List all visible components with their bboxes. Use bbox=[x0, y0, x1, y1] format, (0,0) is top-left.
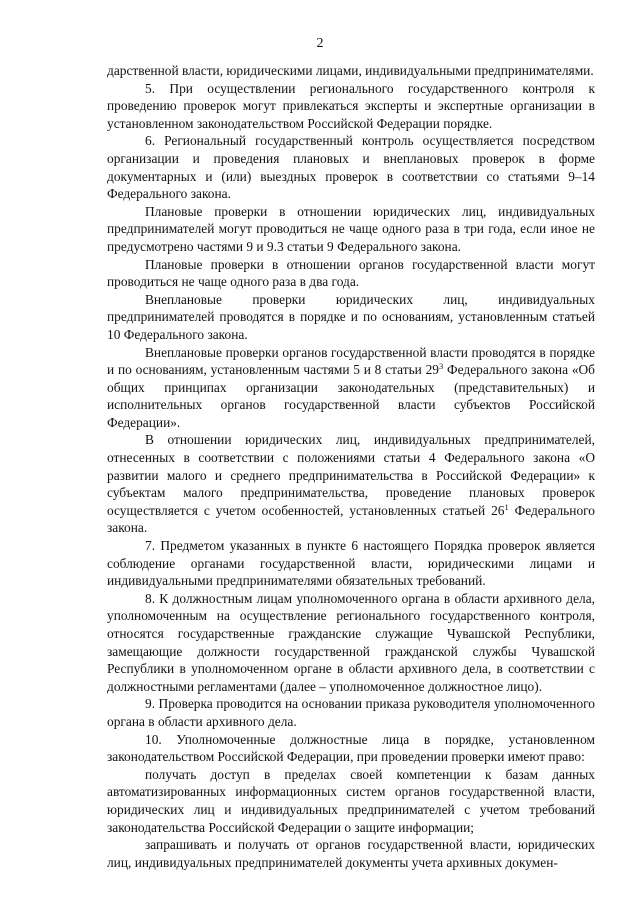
paragraph-item-5: 5. При осуществлении регионального государственного контроля к проведению проверок могут привлекаться эксперты и экспертные организации в установленном законодательством Российской Федерации порядке. bbox=[107, 80, 595, 131]
paragraph-right-database-access: получать доступ в пределах своей компетенции к базам данных автоматизированных информационных систем органов государственной власти, юридических лиц и индивидуальных предпринимателей с учетом требований законодательства Российской Федерации о защите информации; bbox=[107, 766, 595, 835]
paragraph-unplanned-checks-legal-entities: Внеплановые проверки юридических лиц, индивидуальных предпринимателей проводятся в порядке и по основаниям, установленным статьей 10 Федерального закона. bbox=[107, 291, 595, 342]
page-number: 2 bbox=[316, 36, 324, 51]
paragraph-text: Внеплановые проверки органов государственной власти проводятся в порядке и по основаниям, установленным частями 5 и 8 статьи 29 bbox=[107, 344, 595, 378]
paragraph-small-business bbox=[107, 431, 595, 537]
paragraph-unplanned-checks-government bbox=[107, 344, 595, 432]
paragraph-item-6: 6. Региональный государственный контроль осуществляется посредством организации и проведения плановых и внеплановых проверок в форме документарных и (или) выездных проверок в соответствии со статьями 9–14 Федерального закона. bbox=[107, 133, 595, 202]
superscript: 1 bbox=[504, 501, 509, 512]
paragraph-item-10: 10. Уполномоченные должностные лица в порядке, установленном законодательством Российской Федерации, при проведении проверки имеют право: bbox=[107, 731, 595, 765]
paragraph-item-8: 8. К должностным лицам уполномоченного органа в области архивного дела, уполномоченным на осуществление регионального государственного контроля, относятся государственные гражданские служащие Чувашской Республики, замещающие должности государственной гражданской службы Чувашской Республики в уполномоченном органе в области архивного дела, в соответствии с должностными регламентами (далее – уполномоченное должностное лицо). bbox=[107, 590, 595, 694]
paragraph-text: В отношении юридических лиц, индивидуальных предпринимателей, отнесенных в соответствии с положениями статьи 4 Федерального закона «О развитии малого и среднего предпринимательства в Российской Федерации» к субъектам малого предпринимательства, проведение плановых проверок осуществляется с учетом особенностей, установленных статьей 26 bbox=[107, 432, 595, 518]
document-body bbox=[107, 62, 595, 871]
paragraph-item-7: 7. Предметом указанных в пункте 6 настоящего Порядка проверок является соблюдение органами государственной власти, юридическими лицами и индивидуальными предпринимателями обязательных требований. bbox=[107, 538, 595, 589]
paragraph-continuation: дарственной власти, юридическими лицами, индивидуальными предпринимателями. bbox=[107, 63, 594, 78]
paragraph-planned-checks-legal-entities: Плановые проверки в отношении юридических лиц, индивидуальных предпринимателей могут проводиться не чаще одного раза в три года, если иное не предусмотрено частями 9 и 9.3 статьи 9 Федерального закона. bbox=[107, 203, 595, 254]
paragraph-text: Федерального закона «Об общих принципах организации законодательных (представительных) и исполнительных органов государственной власти субъектов Российской Федерации». bbox=[107, 362, 595, 430]
paragraph-planned-checks-government: Плановые проверки в отношении органов государственной власти могут проводиться не чаще одного раза в два года. bbox=[107, 256, 595, 290]
paragraph-item-9: 9. Проверка проводится на основании приказа руководителя уполномоченного органа в области архивного дела. bbox=[107, 696, 595, 729]
superscript: 3 bbox=[439, 361, 444, 372]
paragraph-text: Федерального закона. bbox=[107, 502, 595, 536]
paragraph-right-request-documents: запрашивать и получать от органов государственной власти, юридических лиц, индивидуальных предпринимателей документы учета архивных докумен- bbox=[107, 837, 595, 870]
